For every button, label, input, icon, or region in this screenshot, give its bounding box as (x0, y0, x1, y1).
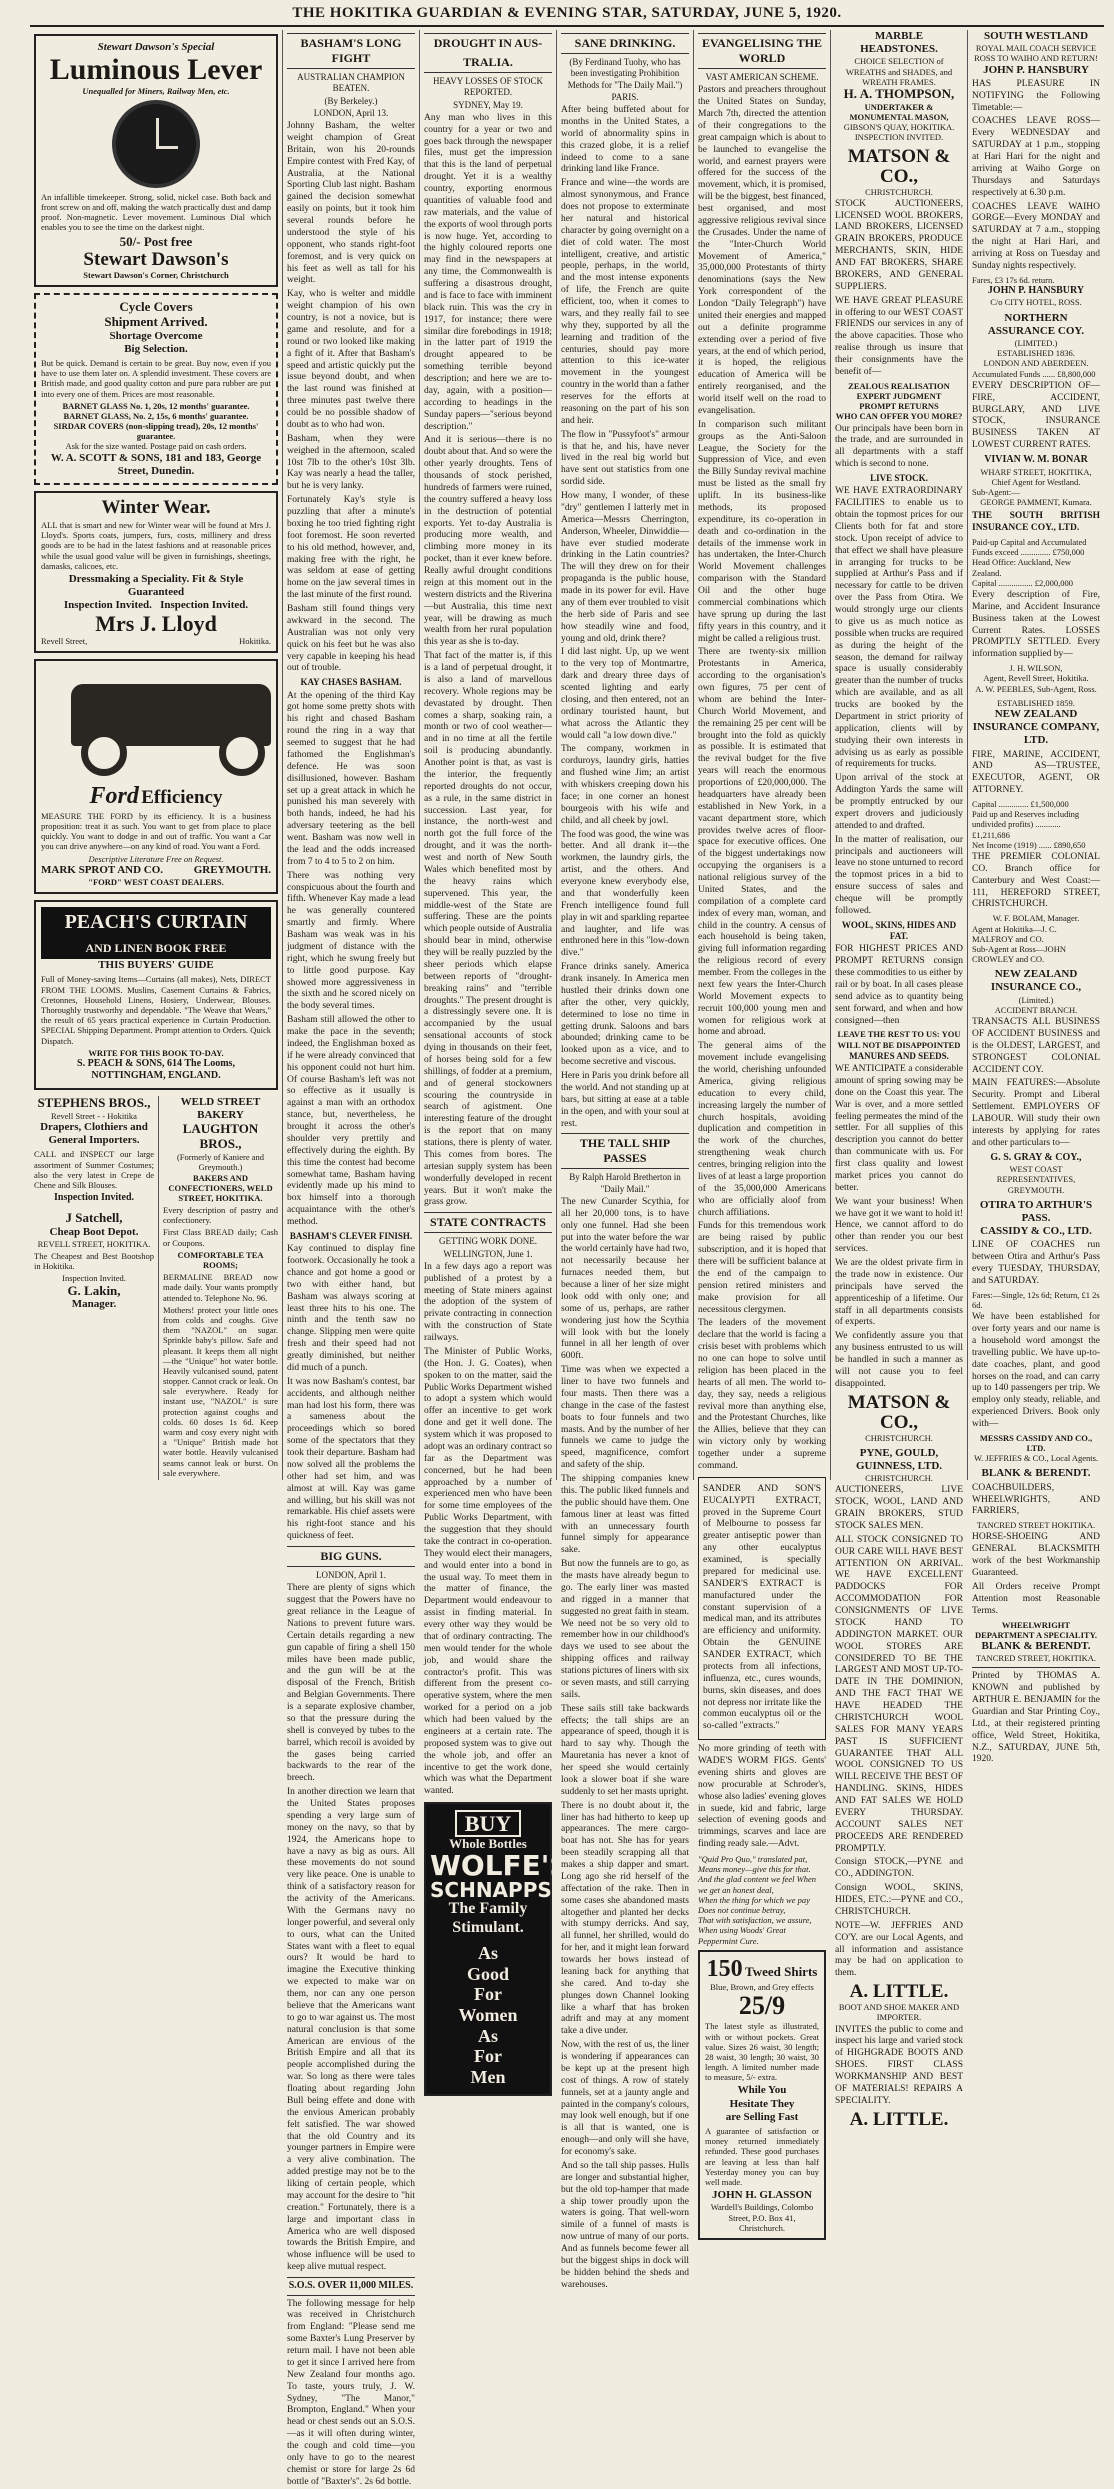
ad-wolfes-schnapps: BUY Whole Bottles WOLFE'S SCHNAPPS The Family Stimulant. As Good For Women As For Men (424, 1802, 552, 2096)
ad-title: Luminous Lever (49, 53, 263, 87)
column-3: DROUGHT IN AUS- TRALIA. HEAVY LOSSES OF STOCK REPORTED. SYDNEY, May 19. Any man who lives in this country for a year or two and goes back through the newspaper files, must get the impression that this is the land of perpetual drought. Yet it is a wealthy country, exporting enormous quantities of valuable food and raw materials, and the value of the exports of wool through ports is now huge. Yet, according to the highly coloured reports one may find in the newspapers at any time, the Commonwealth is suffering a disastrous drought, and is face to face with imminent black ruin. This was the cry in 1917, for instance; there were similar dire forebodings in 1918; in the latter part of 1919 the drought appeared to be something terrible beyond description; and here we are to-day, again, with a position—according to headings in the Sunday papers—"serious beyond description." And it is serious—there is no doubt about that. And so were the other yearly droughts. Tens of thousands of stock perished, hundreds of farmers were ruined, the country suffered a heavy loss in the destruction of potential exports. Yet to-day Australia is producing more wealth, and climbing more money in its pocket, than it ever knew before. Really awful drought conditions reign at this moment out in the western districts and the Riverina—but Australia, this time next year, will be drawing as much wealth from her rural population this year as she is to-day. That fact of the matter is, if this is a land of perpetual drought, it is also a land of marvellous recovery. Whole regions may be devastated by drought. Then comes a sharp, soaking rain, a month or two of cool weather—and in no time at all the fertile soil is producing abundantly. Another point is that, as vast is the interior, the frequently reported droughts do not occur, as a rule, in the same district in succession. Last year, for instance, the north-west and north got the full force of the drought, and it was the north-west and north of New South Wales which benefited most by the heavy rains which supervened. This year, the middle-west of the State are suffering. These are the points which people outside of Australia should bear in mind, otherwise they will be really puzzled by the sheer periods which elapse between reports of "drought-breaking rains" and "terrible droughts." The present drought is a distressingly severe one. It is accompanied by the usual sensational accounts of stock dying in thousands on their feet, of horses being sold for a few shillings, of fodder at a premium, and of general stockowners scouring the countryside in search of agistment. One interesting feature of the drought is the report that on many stations, there is plenty of water. This comes from bores. The artesian supply system has been wonderfully developed in recent years. But it won't make the grass grow. STATE CONTRACTS GETTING WORK DONE. WELLINGTON, June 1. In a few days ago a report was published of a protest by a meeting of State miners against the adoption of the system of private contracting in connection with the construction of State railways. The Minister of Public Works, (the Hon. J. G. Coates), when spoken to on the matter, said the Public Works Department wished to adopt a system which would offer an incentive to get work done and get it well done. The system which it was proposed to adopt was an ordinary contract so far as the Department was concerned, but he had been approached by a number of experienced men who have been for some time employees of the Public Works Department, with the suggestion that they should take the contract in co-operation. They would elect their managers, and would enter into a bond in the usual way. To meet them in the matter of finance, the Department would endeavour to assist in finding material. In every other way they would be that of ordinary contracting. The men would tender for the whole job, and would share the contractor's profit. This was different from the present co-operative system, where the men worked for a period on a job which had been valued by the engineers at a certain rate. The proposed system was to give out the whole job, and offer an incentive to get the work done, which was what the Department wanted. BUY Whole Bottles WOLFE'S SCHNAPPS The Family Stimulant. As Good For Women As For Men (420, 30, 556, 1480)
ad-cycle-covers: Cycle Covers Shipment Arrived. Shortage Overcome Big Selection. But be quick. Demand is certain to be great. Buy now, even if you have to use them later on. A splendid investment. These covers are British made, and good quality cotton and pure para rubber are put into every one of them. Prices are most reasonable. BARNET GLASS No. 1, 20s, 12 months' guarantee. BARNET GLASS, No. 2, 15s, 6 months' guarantee. SIRDAR COVERS (non-slipping tread), 20s, 12 months' guarantee. Ask for the size wanted. Postage paid on cash orders. W. A. SCOTT & SONS, 181 and 183, George Street, Dunedin. (34, 293, 278, 485)
masthead: THE HOKITIKA GUARDIAN & EVENING STAR, SATURDAY, JUNE 5, 1920. (30, 5, 1104, 27)
headline-state-contracts: STATE CONTRACTS (424, 1212, 552, 1233)
ad-matson: MATSON & CO., (847, 145, 951, 187)
column-2: BASHAM'S LONG FIGHT AUSTRALIAN CHAMPION BEATEN. (By Berkeley.) LONDON, April 13. Johnny Basham, the welter weight champion of Great Britain, won his 20-rounds Empire contest with Fred Kay, of Australia, at the National Sporting Club last night. Basham gained the decision somewhat easily on points, but it took him several rounds before he understood the style of his opponent, who stands right-foot foremost, and is very quick on his feet as well as tall for his weight. Kay, who is welter and middle weight champion of his own country, is not a novice, but is game and resolute, and for a round or two looked like making a fight of it. After that Basham's speed and artistic quickly put the issue beyond doubt, and when the last round was finished at three minutes past twelve there could be no possible shadow of doubt as to who had won. Basham, when they were weighed in the afternoon, scaled 10st 7lb to the other's 10st 3lb. Kay was nearly a head the taller, but he is very lanky. Fortunately Kay's style is puzzling that after a minute's boxing he too tried fighting right foot foremost. He soon reverted to his old method, however, and, making free with the right, he was seldom at ease of getting home on the jaw several times in the last minute of the first round. Basham still found things very awkward in the second. The Australian was not only very quick on his feet but he was also very capable in keeping his head out of trouble. KAY CHASES BASHAM. At the opening of the third Kay got home some pretty shots with his right and chased Basham round the ring in a way that seemed to suggest that he had fathomed the Englishman's defence. He was soon disillusioned, however. Basham set up a great attack in which he punished his man severely with both hands, indeed, he had his adversary teetering as the bell went. Basham was now well in the lead and the odds increased from 7 to 4 to 5 to 2 on him. There was nothing very conspicuous about the fourth and fifth. Whenever Kay made a lead he was generally countered smartly and firmly. Where Basham was weak was in his judgment of distance with the right, which he swung freely but to little good purpose. Kay showed more aggressiveness in the sixth and he scored nicely on the body several times. Basham still allowed the other to make the pace in the seventh; indeed, the Englishman boxed as if he were already convinced that his opponent could not hurt him. Of course Basham's left was not so effective as it usually is against a man with an orthodox stance, but, nevertheless, he brought it across the other's shoulder very prettily and effectively during the eighth. By this time the contest had become somewhat tame, Basham having evidently made up his mind to box himself into a thorough acquaintance with the other's method. BASHAM'S CLEVER FINISH. Kay continued to display fine footwork. Occasionally he took a chance and got home a good or two with either hand, but Basham was always scoring at least three hits to his one. The ninth and the tenth saw no change. Slipping men were quite fresh and their speed had not greatly diminished, but neither did much of a punch. It was now Basham's contest, bar accidents, and although neither man had lost his form, there was a sameness about the proceedings which so bored some of the spectators that they took their departure. Basham had now solved all the problems the other had set him, and was almost at will. Kay was game and willing, but his skill was not remarkable. His chief assets were his right-foot stance and his quickness of feet. BIG GUNS. LONDON, April 1. There are plenty of signs which suggest that the Powers have no great reliance in the League of Nations to prevent future wars. Certain details regarding a new gun capable of firing a shell 150 miles have been made public, and the gun will be at the disposal of the French, British and Belgian Governments. There is a separate explosive chamber, so that the pressure during the shell is conveyed by tubes to the barrel, which recoil is avoided by the gases being carried backwards to the rear of the breech. In another direction we learn that the United States proposes spending a very large sum of money on the navy, so that by 1924, the Americans hope to have a navy as big as ours. All these movements do not sound very like peace. One is unable to think of a satisfactory reason for the activity of the Americans. With the Germans navy no longer powerful, and several only to ours, what can the United States want with a fleet to equal ours? It would be hard to imagine the Executive thinking we expected to make war on them, nor can any one person believe that the Americans want to go to war against us. The most natural conclusion is that some American are envious of the British Empire and all that its people accomplished during the war. So long as there were tales floating about regarding John Bull being effete and done with the envious American probably felt satisfied. The war showed that the old Country and its younger partners in Empire were a very alive combination. The added prestige may not be to the liking of certain people, which may account for the desire to "hit creation." Fortunately, there is a large and important class in America who are well disposed towards the British Empire, and whose influence will be used to keep alive mutual respect. S.O.S. OVER 11,000 MILES. The following message for help was received in Christchurch from England: "Please send me some Baxter's Lung Preserver by return mail. I have not been able to get it since I arrived here from New Zealand four months ago. To taste, yours truly, J. W. Sydney, "The Manor," Brompton, England." When your head or chest sends out an S.O.S.—as it will often during winter, the cough and cold time—you only have to go to the nearest chemist or store for large 2s 6d bottle of "Baxter's". 2s 6d bottle. (283, 30, 419, 1480)
ad-blank-berendt: BLANK & BERENDT. (981, 1467, 1091, 1480)
headline-sos: S.O.S. OVER 11,000 MILES. (287, 2277, 415, 2296)
poem: "Quid Pro Quo," translated pat, Means money—give this for that. And the glad content we feel When we get an honest deal, When the thing for which we pay Does not continue betray, That with satisfaction, we assure, When using Woods' Great Peppermint Cure. (698, 1854, 817, 1946)
ad-northern-assurance: NORTHERN ASSURANCE COY. (987, 311, 1085, 337)
watch-icon (112, 100, 200, 188)
headline-basham: BASHAM'S LONG FIGHT (287, 33, 415, 69)
column-1 (30, 30, 282, 1480)
ad-tweed-shirts: 150 Tweed Shirts Blue, Brown, and Grey effects 25/9 The latest style as illustrated, with or without pockets. Great value. Sizes 26 waist, 30 length; 28 waist, 30 length; 30 waist, 30 length. A limited number made to measure, 5/- extra. While You Hesitate They are Selling Fast A guarantee of satisfaction or money returned immediately refunded. These good purchases are leaving at less than half Yesterday money you can buy well made. JOHN H. GLASSON Wardell's Buildings, Colombo Street, P.O. Box 41, Christchurch. (698, 1950, 826, 2240)
headline-tall-ship: THE TALL SHIP PASSES (561, 1133, 689, 1169)
printer-imprint: Printed by THOMAS A. KNOWN and published by ARTHUR E. BENJAMIN for the Guardian and Star Printing Coy., Ltd., at their registered printing office, Weld Street, Hokitika, N.Z., SATURDAY, JUNE 5th, 1920. (972, 1667, 1100, 1766)
ad-stephens: STEPHENS BROS., Revell Street - - Hokitika Drapers, Clothiers and General Importers. CALL and INSPECT our large assortment of Summer Costumes; also the very latest in Crepe de Chene and Silk Blouses. Inspection Invited. J Satchell, Cheap Boot Depot. REVELL STREET, HOKITIKA. The Cheapest and Best Bootshop in Hokitika. Inspection Invited. G. Lakin, Manager. (34, 1094, 154, 1311)
ad-south-british: THE SOUTH BRITISH INSURANCE COY., LTD. (972, 511, 1100, 534)
ad-pyne-gould: PYNE, GOULD, GUINNESS, LTD. (855, 1446, 943, 1472)
headline-big-guns: BIG GUNS. (287, 1546, 415, 1567)
column-5: EVANGELISING THE WORLD VAST AMERICAN SCHEME. Pastors and preachers throughout the United States on Sunday, March 7th, directed the attention of their congregations to the great campaign which is about to be launched to evangelise the world, and earnest prayers were offered for the success of the movement, which, it is promised, will be the biggest, best financed, best organised, and most aggressive religious revival since the Crusades. Under the name of the "Inter-Church World Movement of America," 35,000,000 Protestants of thirty denominations (says the New York correspondent of the London "Daily Telegraph") have united their energies and mapped out a definite programme extending over a period of five years, at the end of which period, it is hoped, the religious education of America will be entirely reorganised, and the world itself well on the road to evangelisation. In comparison such militant groups as the Anti-Saloon League, the Society for the Suppression of Vice, and even the Billy Sunday revival machine must be listed as the small fry uplift. In its business-like methods, its proposed expenditure, its co-operation in death and co-ordination in the details of the immense work in has undertaken, the Inter-Church World Movement challenges comparison with the Standard Oil and the other huge commercial combinations which have sprung up during the last fifty years in this country, and it might be called a religious trust. There are twenty-six million Protestants in America, according to the organisation's own figures, 75 per cent of whom are behind the Inter-Church World Movement, and the remaining 25 per cent will be brought into the fold as quickly as possible. It is estimated that the revival budget for the five years will reach the enormous proportions of £20,000,000. The headquarters have already been established in New York, in a vacant department store, which provides twelve acres of floor-space for executive offices. One of the biggest undertakings now occupying the organisers is a national religious survey of the United States, and the compilation of a complete card index of every man, woman, and child in the country. A census of each household is being taken, giving full information regarding the religious record of every member. From the colleges in the next few years the Inter-Church World Movement expects to recruit 100,000 young men and women for religious work at home and abroad. The general aims of the movement include evangelising the world, cherishing unfounded America, giving religious education to every child, increasing largely the number of church hospitals, avoiding duplication and competition in the work of the churches, strengthening weak church centres, bringing religion into the lives of at least a large proportion of the 35,000,000 Americans who are officially aloof from church affiliations. Funds for this tremendous work are being raised by public subscription, and it is hoped that there will be sufficient balance at the end of the campaign to pension retired ministers and make provision for all necessitous clergymen. The leaders of the movement declare that the world is facing a crisis beset with problems which no one can hope to solve until religion has been placed in the hearts of all men. The world to-day, they say, needs a religious revival more than anything else, and the Protestant Churches, like the Allies, believe that they can win victory only by working together under a supreme command. SANDER AND SON'S EUCALYPTI EXTRACT, proved in the Supreme Court of Melbourne to possess far greater antiseptic power than any other eucalyptus examined, is specially prepared for medicinal use. SANDER'S EXTRACT is manufactured under the constant supervision of a medical man, and its attributes are efficiency and uniformity. Obtain the GENUINE SANDER EXTRACT, which protects from all infections, influenza, etc., cures wounds, burns, skin diseases, and does not depress nor irritate like the common eucalyptus oil or the so-called "extracts." No more grinding of teeth with WADE'S WORM FIGS. Gents' evening shirts and gloves are now procurable at Schroder's, whose also ladies' evening gloves in suede, kid and fabric, large selection of evening goods and trimmings, scarves and lace are finding ready sale.—Advt. "Quid Pro Quo," translated pat, Means money—give this for that. And the glad content we feel When we get an honest deal, When the thing for which we pay Does not continue betray, That with satisfaction, we assure, When using Woods' Great Peppermint Cure. 150 Tweed Shirts Blue, Brown, and Grey effects 25/9 The latest style as illustrated, with or without pockets. Great value. Sizes 26 waist, 30 length; 28 waist, 30 length; 30 waist, 30 length. A limited number made to measure, 5/- extra. While You Hesitate They are Selling Fast A guarantee of satisfaction or money returned immediately refunded. These good purchases are leaving at less than half Yesterday money you can buy well made. JOHN H. GLASSON Wardell's Buildings, Colombo Street, P.O. Box 41, Christchurch. (694, 30, 830, 1480)
ad-stewart-dawson: Stewart Dawson's Special Luminous Lever Unequalled for Miners, Railway Men, etc. An infallible timekeeper. Strong, solid, nickel case. Both back and front screw on and off, making the watch practically dust and damp proof. Non-magnetic. Lever movement. Luminous Dial which enables you to see the time on the darkest night. 50/- Post free Stewart Dawson's Stewart Dawson's Corner, Christchurch (34, 34, 278, 287)
ad-marble-headstones: MARBLE HEADSTONES. (860, 30, 938, 56)
ad-nz-insurance-accident: NEW ZEALAND INSURANCE CO., (990, 968, 1082, 994)
ad-south-westland: SOUTH WESTLAND (983, 30, 1089, 42)
headline-evangelising: EVANGELISING THE WORLD (698, 33, 826, 69)
ad-sander-eucalypti: SANDER AND SON'S EUCALYPTI EXTRACT, proved in the Supreme Court of Melbourne to possess far greater antiseptic power than any other eucalyptus examined, is specially prepared for medicinal use. SANDER'S EXTRACT is manufactured under the constant supervision of a medical man, and its attributes are efficiency and uniformity. Obtain the GENUINE SANDER EXTRACT, which protects from all infections, influenza, etc., cures wounds, burns, skin diseases, and does not depress nor irritate like the common eucalyptus oil or the so-called "extracts." (698, 1477, 826, 1740)
wheel-icon (81, 730, 127, 776)
ad-nz-insurance: NEW ZEALAND INSURANCE COMPANY, LTD. (972, 707, 1100, 747)
car-illustration (41, 670, 271, 780)
ad-weld-bakery: WELD STREET BAKERY LAUGHTON BROS., (Formerly of Kaniere and Greymouth.) BAKERS AND CONFECTIONERS, WELD STREET, HOKITIKA. Every description of pastry and confectionery. First Class BREAD daily; Cash or Coupons. COMFORTABLE TEA ROOMS; BERMALINE BREAD now made daily. Your wants promptly attended to. Telephone No. 96. Mothers! protect your little ones from colds and coughs. Give them "NAZOL" on sugar. Sprinkle baby's pillow. Safe and pleasant. It keeps them all night—the "Unique" hot water bottle. Heavily vulcanised sound, patent stopper. Cannot crack or leak. On sale everywhere. Ready for instant use, "NAZOL" is sure protection against coughs and colds. 60 doses 1s 6d. Keep warm and cosy every night with a "Unique" British made hot water bottle. Heavily vulcanised seams cannot leak or burst. On sale everywhere. (158, 1096, 278, 1480)
ad-ford: Ford Efficiency MEASURE THE FORD by its efficiency. It is a business proposition: treat it as such. You want to get from place to place quickly. You want to dodge in and out of traffic. You want a Car you can drive anywhere—on any kind of road. You want a Ford. Descriptive Literature Free on Request. MARK SPROT AND CO. GREYMOUTH. "FORD" WEST COAST DEALERS. (34, 659, 278, 895)
ad-a-little: A. LITTLE. (849, 1981, 949, 2003)
ford-logo: Ford (89, 782, 139, 809)
column-7: SOUTH WESTLAND ROYAL MAIL COACH SERVICE ROSS TO WAIHO AND RETURN! JOHN P. HANSBURY HAS PLEASURE IN NOTIFYING the Following Timetable:— COACHES LEAVE ROSS—Every WEDNESDAY and SATURDAY at 1 p.m., stopping at Hari Hari for the night and arriving at Waiho Gorge on Thursdays and Saturdays respectively at 6.30 p.m. COACHES LEAVE WAIHO GORGE—Every MONDAY and SATURDAY at 7 a.m., stopping the night at Hari Hari, and arriving at Ross on Tuesday and Sunday nights respectively. Fares, £3 17s 6d. return. JOHN P. HANSBURY C/o CITY HOTEL, ROSS. NORTHERN ASSURANCE COY. (LIMITED.) ESTABLISHED 1836. LONDON AND ABERDEEN. Accumulated Funds ...... £8,800,000 EVERY DESCRIPTION OF—FIRE, ACCIDENT, BURGLARY, AND LIVE STOCK, INSURANCE BUSINESS TAKEN AT LOWEST CURRENT RATES. VIVIAN W. M. BONAR WHARF STREET, HOKITIKA, Chief Agent for Westland. Sub-Agent:— GEORGE PAMMENT, Kumara. THE SOUTH BRITISH INSURANCE COY., LTD. Paid-up Capital and Accumulated Funds exceed .............. £750,000 Head Office: Auckland, New Zealand. Capital ................ £2,000,000 Every description of Fire, Marine, and Accident Insurance Business taken at the Lowest Current Rates. LOSSES PROMPTLY SETTLED. Every information supplied by— J. H. WILSON, Agent, Revell Street, Hokitika. A. W. PEEBLES, Sub-Agent, Ross. ESTABLISHED 1859. NEW ZEALAND INSURANCE COMPANY, LTD. FIRE, MARINE, ACCIDENT, AND AS—TRUSTEE, EXECUTOR, AGENT, OR ATTORNEY. Capital .............. £1,500,000 Paid up and Reserves including undivided profits) ............ £1,211,686 Net Income (1919) ...... £890,650 THE PREMIER COLONIAL CO. Branch office for Canterbury and West Coast:— 111, HEREFORD STREET, CHRISTCHURCH. W. F. BOLAM, Manager. Agent at Hokitika—J. C. MALFROY and CO. Sub-Agent at Ross—JOHN CROWLEY and CO. NEW ZEALAND INSURANCE CO., (Limited.) ACCIDENT BRANCH. TRANSACTS ALL BUSINESS OF ACCIDENT BUSINESS and is the OLDEST, LARGEST, and STRONGEST COLONIAL ACCIDENT COY. MAIN FEATURES:—Absolute Security. Prompt and Liberal Settlement. EMPLOYERS OF LABOUR. Will study their own interests by applying for rates and other particulars to— G. S. GRAY & COY., WEST COAST REPRESENTATIVES, GREYMOUTH. OTIRA TO ARTHUR'S PASS. CASSIDY & CO., LTD. LINE OF COACHES run between Otira and Arthur's Pass every TUESDAY, THURSDAY, and SATURDAY. Fares:—Single, 12s 6d; Return, £1 2s 6d. We have been established for over forty years and our name is a household word amongst the travelling public. We have up-to-date coaches, plant, and good horses on the road, and can carry up to 140 passengers per trip. We employ only steady, reliable, and experienced Drivers. Book only with— MESSRS CASSIDY AND CO., LTD. W. JEFFRIES & CO., Local Agents. BLANK & BERENDT. COACHBUILDERS, WHEELWRIGHTS, AND FARRIERS, TANCRED STREET HOKITIKA. HORSE-SHOEING AND GENERAL BLACKSMITH work of the best Workmanship Guaranteed. All Orders receive Prompt Attention most Reasonable Terms. WHEELWRIGHT DEPARTMENT A SPECIALITY. BLANK & BERENDT. TANCRED STREET, HOKITIKA. Printed by THOMAS A. KNOWN and published by ARTHUR E. BENJAMIN for the Guardian and Star Printing Coy., Ltd., at their registered printing office, Weld Street, Hokitika, N.Z., SATURDAY, JUNE 5th, 1920. (972, 30, 1100, 1765)
headline-drought: DROUGHT IN AUS- (424, 33, 552, 53)
headline-sane-drinking: SANE DRINKING. (561, 33, 689, 54)
ad-otira-coaches: OTIRA TO ARTHUR'S PASS. (979, 1198, 1093, 1224)
ad-peach-curtain: PEACH'S CURTAIN AND LINEN BOOK FREE THIS BUYERS' GUIDE Full of Money-saving Items—Curtains (all makes), Nets, DIRECT FROM THE LOOMS. Muslins, Casement Curtains & Fabrics, Cretonnes, Household Linens, Hosiery, Underwear, Blouses. Thoroughly trustworthy and dependable. "The Weave that Wears," the result of 65 years practical experience in Curtain Production. SPECIAL Shipping Department. Prompt attention to Orders. Quick Dispatch. WRITE FOR THIS BOOK TO-DAY. S. PEACH & SONS, 614 The Looms, NOTTINGHAM, ENGLAND. (34, 900, 278, 1090)
column-4: SANE DRINKING. (By Ferdinand Tuohy, who has been investigating Prohibition Methods for "The Daily Mail.") PARIS. After being buffeted about for months in the United States, a world of abnormality spins in this crazed globe, it is a relief indeed to come to a sane drinking land like France. France and wine—the words are almost synonymous, and France does not propose to exterminate her natural and historical character by going overnight on a diet of cold water. The most intelligent, creative, and artistic people, perhaps, in the world, and the most intense exponents of life, the French are quite efficient, too, when it comes to wars, and they really fail to see why they, supported by all the learning and tradition of the centuries, should pay more attention to this ice-water movement in the youngest country in the world than a father reserves for the efforts at reasoning on the part of his son and heir. The flow in "Pussyfoot's" armour is that he, and his, have never lived in the real big world but have sent out statistics from one sordid side. How many, I wonder, of these "dry" gentlemen I latterly met in America—Messrs Cherrington, Anderson, Wheeler, Dinwiddie—have ever studied moderate drinking in the Latin countries? The will they drew on for their propaganda is the public house, made in its power for evil. Have any of them ever troubled to visit the herb side of Paris and see how steadily wine and food, young and old, drink there? I did last night. Up, up we went to the very top of Montmartre, dark and dreary three days of scented lighting and early closing, and then entered, not an ordinary touristed haunt, but what across the Atlantic they would call "a low down dive." The company, workmen in corduroys, laundry girls, hatties and flushed wine Jim; an artist with whiskers creeping down his face; in one corner an honest bourgeois with his wife and child, and all cheek by jowl. The food was good, the wine was better. And all drank it—the workmen, the laundry girls, the artist, and the others. And everyone knew everybody else, and that wonderfully keen French intelligence found full play in wit and sparkling repartee and laughter, and life was enthroned here in this "low-down dive." France drinks sanely. America drank insanely. In America men hustled their drinks down one after the other, very quickly, determined to lose no time in getting drunk. Saloons and bars abounded; drinking came to be looked upon as a vice, and to become secretive and viscous. Here in Paris you drink before all the world. And not standing up at bars, but sitting at ease at a table in the open, and with your soul at rest. THE TALL SHIP PASSES By Ralph Harold Bretherton in "Daily Mail." The new Cunarder Scythia, for all her 20,000 tons, is to have only one funnel. Had she been put into the water before the war the world certainly have had two, not necessarily because her furnaces needed them, but because a liner of her size might look odd with only one; and some of us, perhaps, are rather wondering just how the Scythia will look with but the lonely funnel in all her length of over 600ft. Time was when we expected a liner to have two funnels and four masts. Then there was a change in the case of the fastest boats to four funnels and two masts. And by the number of her funnels we came to judge the speed, magnificence, comfort and safety of the ship. The shipping companies knew this. The public liked funnels and the public should have them. One famous liner at least was fitted with an unnecessary fourth funnel simply for appearance sake. But now the funnels are to go, as the masts have already begun to go. The early liner was masted and rigged in a manner that suggested no great faith in steam. We need not be so very old to remember how in our childhood's days we used to see about the shipping offices and railway stations pictures of liners with six or seven masts, and still carrying sails. These sails still take backwards effects; the tall ships are an appearance of speed, though it is hard to say why. Though the Mauretania has never a knot of her speed she would certainly look a slower boat if she ware suddenly to set her masts upright. There is no doubt about it, the liner has had hitherto to keep up appearances. The mere cargo-boat has not. She has for years been steadily scrapping all that makes a ship dapper and smart. Long ago she rid herself of the affectation of the rake. Then in some cases she abandoned masts altogether and planted her decks with stumpy derricks. And say, all funnel, her shrilled, would do for her, and it might lean forward towards her bows instead of leaning back for anything that she cared. And to-day she plunges down Channel looking like a wharf that has broken adrift and may at any moment take a dive under. Now, with the rest of us, the liner is wondering if appearances can be kept up at the present high cost of things. A row of stately funnels, set at a jaunty angle and painted in the company's colours, may look well enough, but if one is all that is wanted, one is enough—and only will she have, for economy's sake. And so the tall ship passes. Hulls are longer and substantial higher, but the old top-hamper that made a ship tower proudly upon the waters is going. That well-worn simile of a funnel of masts is now untrue of many of our ports. And as funnels become fewer all but the biggest ships in dock will be hidden behind the sheds and warehouses. (557, 30, 693, 1480)
wheel-icon (219, 730, 265, 776)
ad-winter-wear: Winter Wear. ALL that is smart and new for Winter wear will be found at Mrs J. Lloyd's. Sports coats, jumpers, furs, costs, millinery and dress goods are to be had in the latest fashions and at reasonable prices while the usual good value will be given in furnishings, sheetings, damasks, calicoes, etc. Dressmaking a Speciality. Fit & Style Guaranteed Inspection Invited. Inspection Invited. Mrs J. Lloyd Revell Street, Hokitika. (34, 491, 278, 653)
column-6: MARBLE HEADSTONES. CHOICE SELECTION of WREATHS and SHADES, and WREATH FRAMES. H. A. THOMPSON, UNDERTAKER & MONUMENTAL MASON, GIBSON'S QUAY, HOKITIKA. INSPECTION INVITED. MATSON & CO., CHRISTCHURCH. STOCK AUCTIONEERS, LICENSED WOOL BROKERS, LAND BROKERS, LICENSED GRAIN BROKERS, PRODUCE MERCHANTS, SKIN, HIDE AND FAT BROKERS, SHARE BROKERS, AND GENERAL SUPPLIERS. WE HAVE GREAT PLEASURE in offering to our WEST COAST FRIENDS our services in any of the above capacities. Those who realise through us insure that their consignments have the benefit of— ZEALOUS REALISATION EXPERT JUDGMENT PROMPT RETURNS WHO CAN OFFER YOU MORE? Our principals have been born in the trade, and are surrounded in all departments with a staff which is second to none. LIVE STOCK. WE HAVE EXTRAORDINARY FACILITIES to enable us to obtain the topmost prices for our Clients both for fat and store stock. Upon receipt of advice to that effect we shall have pleasure in arranging for trucks to be supplied at Arthur's Pass and if necessary for cattle to be driven over the Pass from Otira. We would strongly urge our clients to give us as much notice as possible when trucks are required as during the height of the season, the demand for railway space is usually considerably greater than the number of trucks which are available, and as all trucks are booked by the Department in strict priority of application, clients will by studying their own interests in advising us as early as possible of requirements for trucks. Upon arrival of the stock at Addington Yards the same will be promptly entrucked by our expert drovers and judiciously attended to and drafted. In the matter of realisation, our principals and auctioneers will leave no stone unturned to record the topmost prices in a bid to ensure success of sales and cheque will be promptly followed. WOOL, SKINS, HIDES AND FAT. FOR HIGHEST PRICES AND PROMPT RETURNS consign these commodities to us either by rail or by boat. In all cases please send advice as to quantity being sent forward, and when and how consigned—then LEAVE THE REST TO US: YOU WILL NOT BE DISAPPOINTED MANURES AND SEEDS. WE ANTICIPATE a considerable amount of spring sowing may be done on the Coast this year. The War is over, and a more settled feeling permeates the mind of the settler. For all supplies of this description you cannot do better than communicate with us. For first class quality and lowest market prices you cannot do better. We want your business! When we have got it we want to hold it! Hence, we cannot afford to do other than render you our best services. We are the oldest private firm in the trade now in existence. Our principals have served the apprenticeship of a lifetime. Our staff in all departments consists of experts. We confidently assure you that any business entrusted to us will be handled in such a manner as will not cause you to feel disappointed. MATSON & CO., CHRISTCHURCH. PYNE, GOULD, GUINNESS, LTD. CHRISTCHURCH. AUCTIONEERS, LIVE STOCK, WOOL, LAND AND GRAIN BROKERS, STUD STOCK SALES MEN. ALL STOCK CONSIGNED TO OUR CARE WILL HAVE BEST ATTENTION ON ARRIVAL. WE HAVE EXCELLENT PADDOCKS FOR ACCOMMODATION FOR CONSIGNMENTS OF LIVE STOCK HAND TO ADDINGTON MARKET. OUR WOOL STORES ARE CONSIDERED TO BE THE LARGEST AND MOST UP-TO-DATE IN THE DOMINION, AND THE FACT THAT WE HAVE HEADED THE CHRISTCHURCH WOOL SALES FOR MANY YEARS PAST IS SUFFICIENT GUARANTEE THAT ALL WOOL CONSIGNED TO US WILL RECEIVE THE BEST OF HANDLING. SKINS, HIDES AND FAT SALES WE HOLD EVERY THURSDAY. ACCOUNT SALES NET PROCEEDS ARE RENDERED PROMPTLY. Consign STOCK,—PYNE and CO., ADDINGTON. Consign WOOL, SKINS, HIDES, ETC.:—PYNE and CO., CHRISTCHURCH. NOTE—W. JEFFRIES AND CO'Y. are our Local Agents, and all information and assistance may be had on application to them. A. LITTLE. BOOT AND SHOE MAKER AND IMPORTER. INVITES the public to come and inspect his large and varied stock of HIGHGRADE BOOTS AND SHOES. FIRST CLASS WORKMANSHIP AND BEST OF MATERIALS! REPAIRS A SPECIALITY. A. LITTLE. (835, 30, 963, 2130)
